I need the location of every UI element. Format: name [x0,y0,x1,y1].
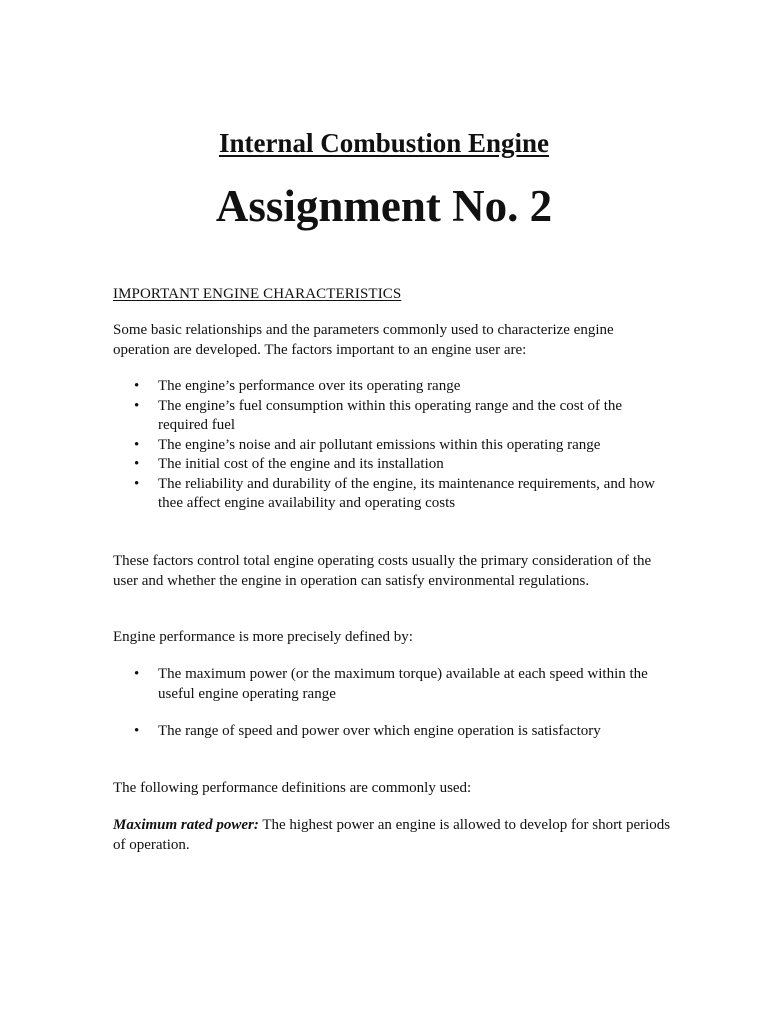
factors-summary-paragraph: These factors control total engine operating costs usually the primary consideration of the user and whether the engine in operation can satisfy environmental regulations. [113,553,652,589]
definition-text: The highest power an engine is allowed to develop for short periods of operation. [113,817,671,853]
list-item-text: The range of speed and power over which engine operation is satisfactory [158,723,601,739]
definitions-intro-paragraph: The following performance definitions are commonly used: [113,780,472,796]
list-item-text: The reliability and durability of the engine, its maintenance requirements, and how thee affect engine availability and operating costs [158,475,655,511]
bullet-icon: • [134,436,140,453]
intro-paragraph: Some basic relationships and the parameters commonly used to characterize engine operation are developed. The factors important to an engine user are: [113,322,614,358]
list-item-text: The initial cost of the engine and its installation [158,456,444,472]
definition-paragraph [113,815,673,855]
list-item-text: The engine’s fuel consumption within this operating range and the cost of the required fuel [158,397,623,433]
bullet-icon: • [134,397,140,414]
list-item [113,475,673,514]
bullet-icon: • [134,475,140,492]
list-item-text: The maximum power (or the maximum torque) available at each speed within the useful engine operating range [158,666,648,702]
bullet-icon: • [134,723,140,739]
bullet-icon: • [134,378,140,394]
bullet-icon: • [134,666,140,682]
definition-term: Maximum rated power: [113,817,259,833]
performance-intro-paragraph: Engine performance is more precisely defined by: [113,629,413,645]
assignment-heading: Assignment No. 2 [215,181,553,231]
list-item [113,436,673,456]
list-item [113,397,673,436]
list-item-text: The engine’s noise and air pollutant emissions within this operating range [158,436,601,453]
section-heading: IMPORTANT ENGINE CHARACTERISTICS [113,286,402,302]
list-item [113,722,673,742]
list-item [113,665,673,704]
list-item [113,455,673,475]
list-item-text: The engine’s performance over its operating range [158,378,461,394]
factors-list [113,377,673,514]
document-title: Internal Combustion Engine [218,128,550,158]
list-item [113,377,673,397]
bullet-icon: • [134,456,140,472]
performance-list [113,665,673,742]
